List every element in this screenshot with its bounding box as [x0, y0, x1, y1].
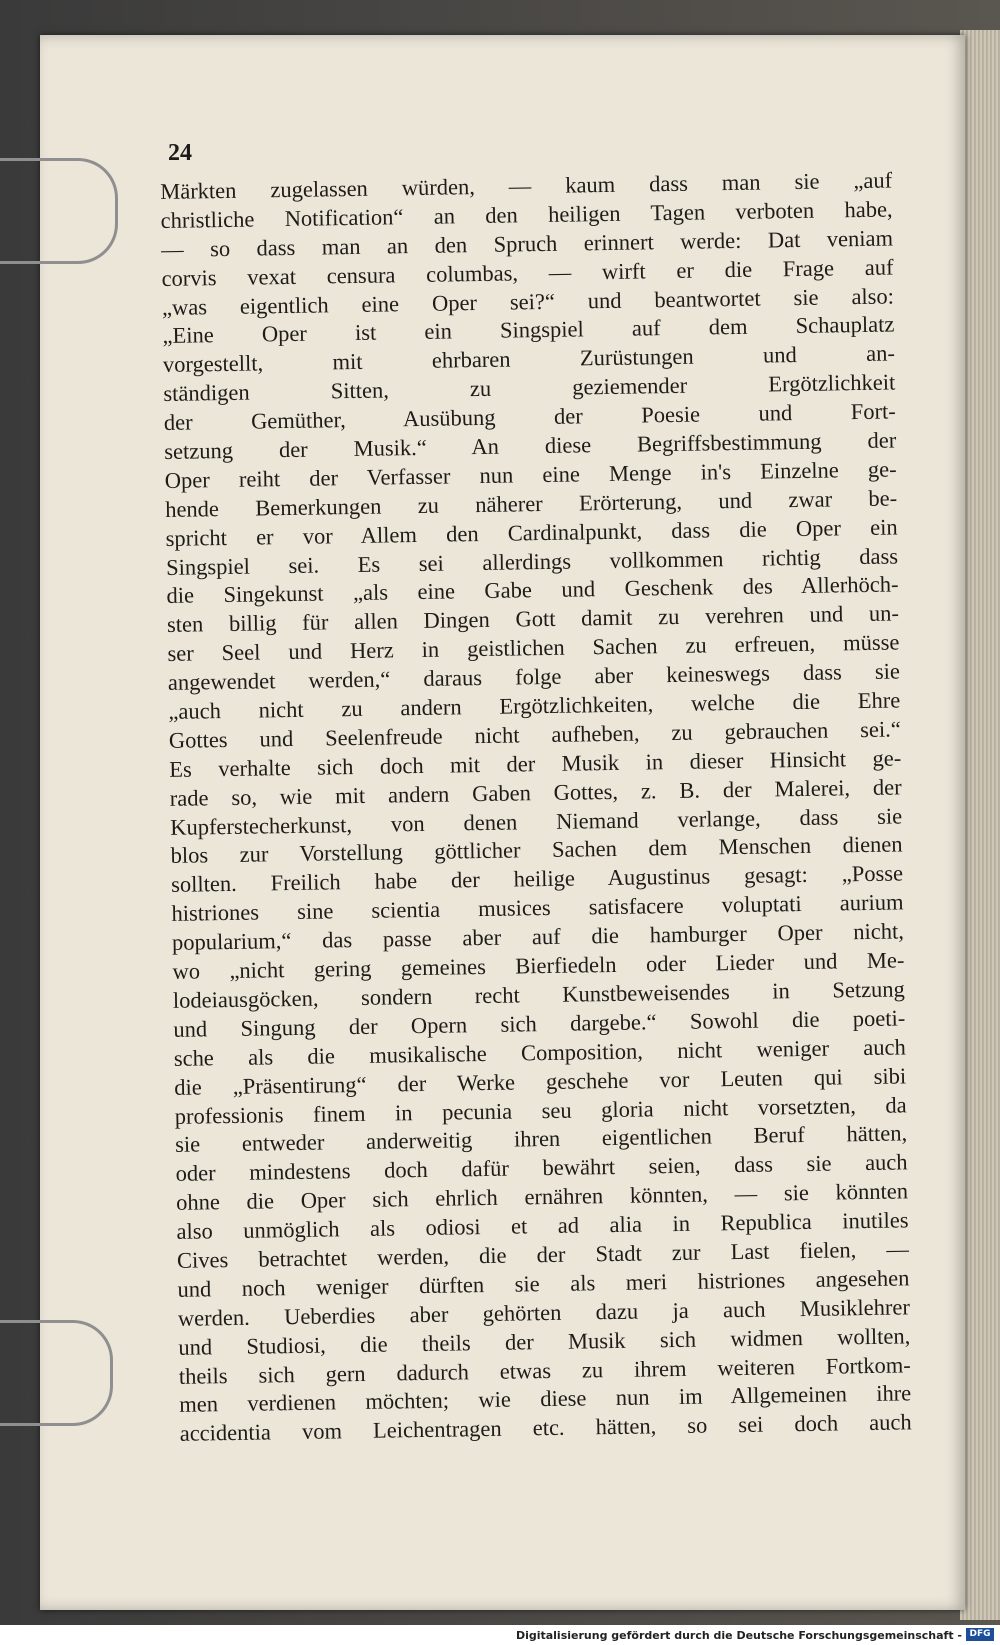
text-line: popularium,“ das passe aber auf die hamburger Oper nicht, [171, 918, 905, 956]
text-line: professionis finem in pecunia seu gloria nicht vorsetzten, da [174, 1091, 907, 1129]
text-line: werden. Ueberdies aber gehörten dazu ja auch Musiklehrer [177, 1294, 911, 1331]
body-text [160, 167, 912, 1450]
text-line: Kupferstecherkunst, von denen Niemand verlange, dass sie [169, 803, 903, 840]
text-line: und noch weniger dürften sie als meri histriones angesehen [177, 1265, 910, 1302]
text-line: histriones sine scientia musices satisfacere voluptati aurium [171, 889, 904, 927]
text-line: blos zur Vorstellung göttlicher Sachen dem Menschen dienen [170, 831, 903, 869]
page-edge [960, 30, 1000, 1620]
text-line: Märkten zugelassen würden, — kaum dass man sie „auf [160, 167, 893, 204]
text-line: corvis vexat censura columbas, — wirft er die Frage auf [161, 254, 894, 291]
text-line: ser Seel und Herz in geistlichen Sachen zu erfreuen, müsse [167, 629, 900, 667]
text-line: und Studiosi, die theils der Musik sich widmen wollten, [178, 1322, 911, 1360]
text-line: der Gemüther, Ausübung der Poesie und Fort- [163, 398, 896, 436]
text-line: rade so, wie mit andern Gaben Gottes, z. B. der Malerei, der [169, 774, 902, 811]
text-line: Gottes und Seelenfreude nicht aufheben, zu gebrauchen sei.“ [168, 716, 901, 753]
text-line: Singspiel sei. Es sei allerdings vollkommen richtig dass [165, 543, 899, 580]
text-line: — so dass man an den Spruch erinnert werde: Dat veniam [160, 225, 894, 262]
text-line: Oper reiht der Verfasser nun eine Menge in's Einzelne ge- [164, 456, 897, 493]
text-line: ohne die Oper sich ehrlich ernähren könnten, — sie könnten [175, 1178, 909, 1216]
text-line: lodeiausgöcken, sondern recht Kunstbeweisendes in Setzung [172, 976, 906, 1013]
text-line: „Eine Oper ist ein Singspiel auf dem Schauplatz [162, 311, 895, 349]
text-line: die „Präsentirung“ der Werke geschehe vor Leuten qui sibi [174, 1063, 907, 1100]
footer-credit: Digitalisierung gefördert durch die Deutsche Forschungsgemeinschaft - [515, 1629, 962, 1642]
text-line: spricht er vor Allem den Cardinalpunkt, dass die Oper ein [165, 514, 898, 551]
text-line: wo „nicht gering gemeines Bierfiedeln oder Lieder und Me- [172, 947, 905, 984]
text-line: men verdienen möchten; wie diese nun im Allgemeinen ihre [179, 1380, 912, 1418]
text-line: sollten. Freilich habe der heilige Augustinus gesagt: „Posse [170, 860, 904, 898]
text-line: theils sich gern dadurch etwas zu ihrem weiteren Fortkom- [178, 1351, 911, 1389]
text-line: ständigen Sitten, zu geziemender Ergötzlichkeit [163, 369, 896, 407]
text-line: „auch nicht zu andern Ergötzlichkeiten, welche die Ehre [168, 687, 901, 724]
text-line: Es verhalte sich doch mit der Musik in dieser Hinsicht ge- [169, 745, 902, 782]
text-line: also unmöglich als odiosi et ad alia in Republica inutiles [176, 1207, 909, 1244]
text-line: „was eigentlich eine Oper sei?“ und beantwortet sie also: [161, 283, 895, 320]
text-line: sten billig für allen Dingen Gott damit zu verehren und un- [166, 600, 900, 638]
text-line: sche als die musikalische Composition, nicht weniger auch [173, 1034, 906, 1071]
text-line: sie entweder anderweitig ihren eigentlichen Beruf hätten, [174, 1120, 908, 1158]
text-line: und Singung der Opern sich dargebe.“ Sowohl die poeti- [173, 1005, 906, 1042]
paper-clip-bottom [0, 1320, 113, 1426]
dfg-logo: DFG [966, 1628, 994, 1641]
text-line: accidentia vom Leichentragen etc. hätten, so sei doch auch [179, 1409, 912, 1447]
paper-clip-top [0, 158, 118, 264]
text-line: die Singekunst „als eine Gabe und Geschenk des Allerhöch- [166, 571, 899, 609]
text-line: vorgestellt, mit ehrbaren Zurüstungen und an- [162, 340, 896, 378]
text-line: hende Bemerkungen zu näherer Erörterung, und zwar be- [165, 485, 898, 522]
text-line: angewendet werden,“ daraus folge aber keineswegs dass sie [167, 658, 901, 696]
text-line: setzung der Musik.“ An diese Begriffsbestimmung der [164, 427, 897, 464]
text-line: Cives betrachtet werden, die der Stadt zur Last fielen, — [176, 1236, 910, 1273]
text-line: christliche Notification“ an den heiligen Tagen verboten habe, [160, 196, 893, 233]
text-line: oder mindestens doch dafür bewährt seien, dass sie auch [175, 1149, 908, 1187]
page-number: 24 [168, 140, 192, 166]
